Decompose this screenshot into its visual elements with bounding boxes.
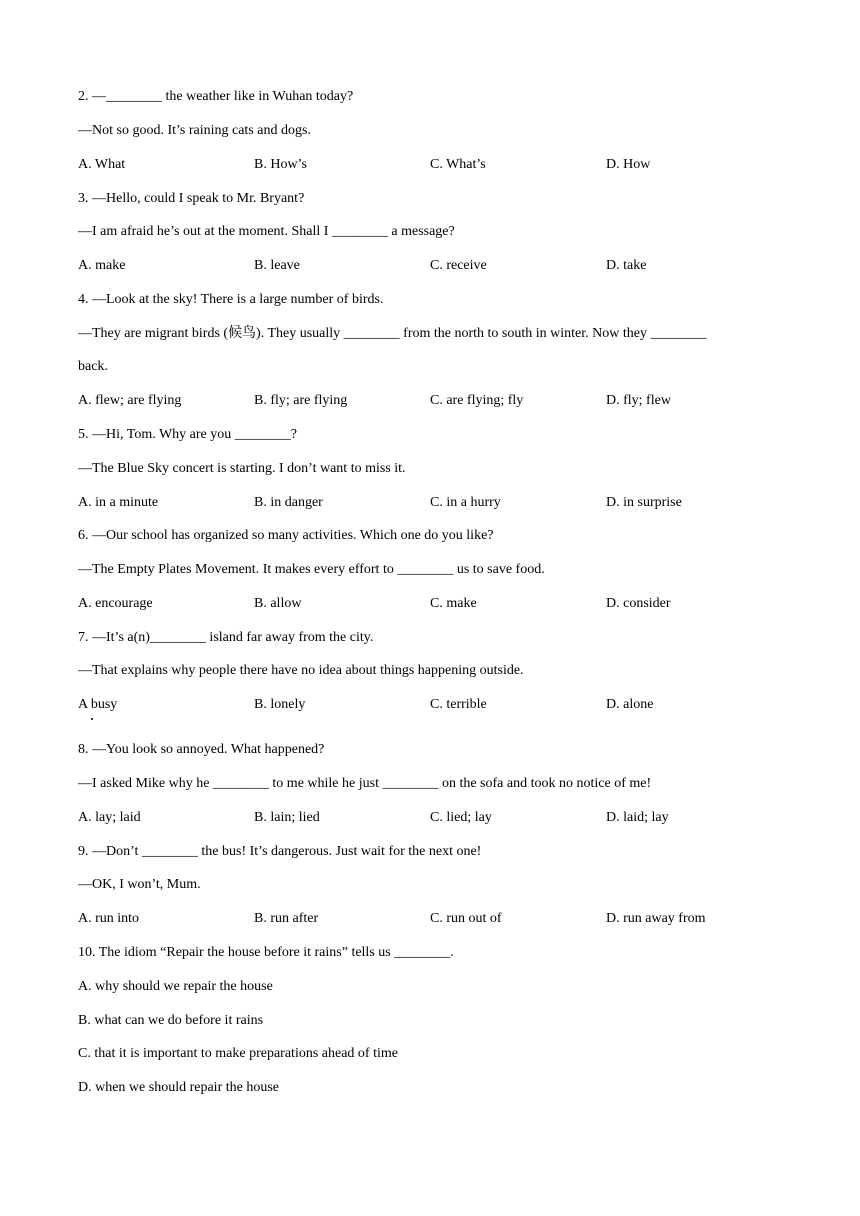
q3-option-d: D. take [606,258,647,273]
q4-option-b: B. fly; are flying [254,393,348,408]
q8-prompt: 8. —You look so annoyed. What happened? [78,742,325,757]
q8-option-b: B. lain; lied [254,810,320,825]
q10-option-c: C. that it is important to make preparations ahead of time [78,1046,398,1061]
q3-option-b: B. leave [254,258,300,273]
q4-option-a: A. flew; are flying [78,393,182,408]
q7-prompt: 7. —It’s a(n)________ island far away from the city. [78,630,374,645]
q9-option-c: C. run out of [430,911,502,926]
q3-reply: —I am afraid he’s out at the moment. Shall I ________ a message? [78,224,455,239]
q9-option-a: A. run into [78,911,140,926]
q3-prompt: 3. —Hello, could I speak to Mr. Bryant? [78,191,305,206]
q8-option-d: D. laid; lay [606,810,669,825]
q2-option-c: C. What’s [430,157,486,172]
q7-option-d: D. alone [606,697,654,712]
q9-option-d: D. run away from [606,911,706,926]
q9-reply: —OK, I won’t, Mum. [78,877,201,892]
q9-option-b: B. run after [254,911,319,926]
q8-reply: —I asked Mike why he ________ to me while he just ________ on the sofa and took no notice of me! [78,776,652,791]
q6-prompt: 6. —Our school has organized so many activities. Which one do you like? [78,528,494,543]
q8-option-a: A. lay; laid [78,810,141,825]
q2-option-b: B. How’s [254,157,307,172]
q2-reply: —Not so good. It’s raining cats and dogs. [78,123,311,138]
q6-option-d: D. consider [606,596,671,611]
q5-option-b: B. in danger [254,495,323,510]
q5-option-c: C. in a hurry [430,495,501,510]
q4-prompt: 4. —Look at the sky! There is a large number of birds. [78,292,384,307]
q10-option-d: D. when we should repair the house [78,1080,280,1095]
q7-option-b: B. lonely [254,697,306,712]
q10-option-a: A. why should we repair the house [78,979,273,994]
q4-reply-continued: back. [78,359,108,374]
q6-option-a: A. encourage [78,596,153,611]
q2-option-a: A. What [78,157,126,172]
q6-option-c: C. make [430,596,477,611]
q2-prompt: 2. —________ the weather like in Wuhan today? [78,89,354,104]
q5-prompt: 5. —Hi, Tom. Why are you ________? [78,427,297,442]
q4-option-d: D. fly; flew [606,393,671,408]
q6-option-b: B. allow [254,596,302,611]
q3-option-c: C. receive [430,258,487,273]
q4-option-c: C. are flying; fly [430,393,524,408]
q5-option-d: D. in surprise [606,495,682,510]
q2-option-d: D. How [606,157,651,172]
stray-dot-mark [91,718,93,720]
q5-reply: —The Blue Sky concert is starting. I don’t want to miss it. [78,461,406,476]
q6-reply: —The Empty Plates Movement. It makes every effort to ________ us to save food. [78,562,545,577]
q7-reply: —That explains why people there have no idea about things happening outside. [78,663,524,678]
q9-prompt: 9. —Don’t ________ the bus! It’s dangerous. Just wait for the next one! [78,844,482,859]
q10-prompt: 10. The idiom “Repair the house before it rains” tells us ________. [78,945,454,960]
q5-option-a: A. in a minute [78,495,159,510]
q10-option-b: B. what can we do before it rains [78,1013,264,1028]
q3-option-a: A. make [78,258,126,273]
q7-option-a: A busy [78,697,118,712]
q4-reply: —They are migrant birds (候鸟). They usually ________ from the north to south in winter. Now they ________ [78,326,707,341]
q8-option-c: C. lied; lay [430,810,492,825]
q7-option-c: C. terrible [430,697,487,712]
